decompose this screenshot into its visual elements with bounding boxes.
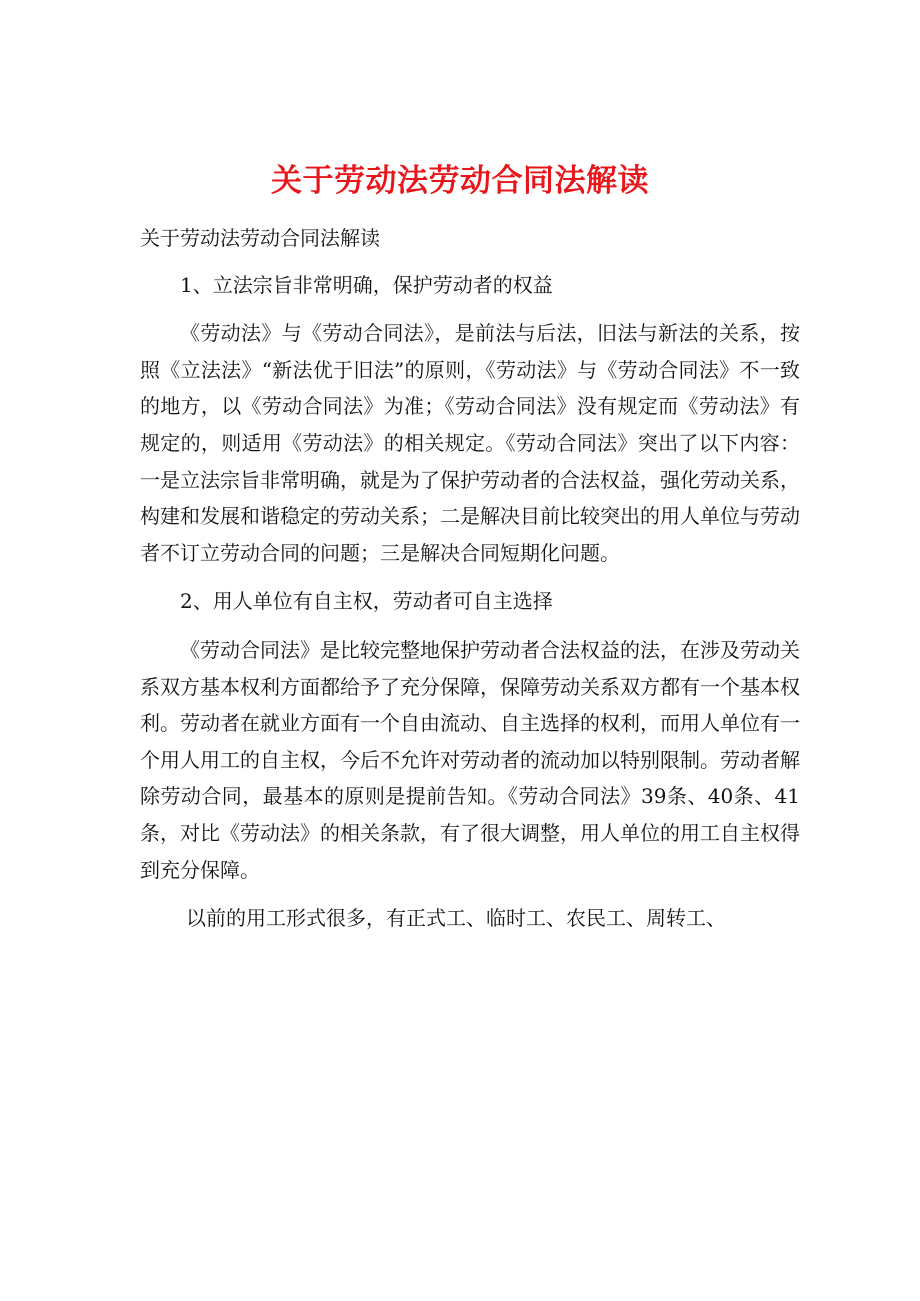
- section-1-paragraph-1: 《劳动法》与《劳动合同法》，是前法与后法，旧法与新法的关系，按照《立法法》“新法优于旧法”的原则，《劳动法》与《劳动合同法》不一致的地方，以《劳动合同法》为准；《劳动合同法》没有规定而《劳动法》有规定的，则适用《劳动法》的相关规定。《劳动合同法》突出了以下内容：一是立法宗旨非常明确，就是为了保护劳动者的合法权益，强化劳动关系，构建和发展和谐稳定的劳动关系；二是解决目前比较突出的用人单位与劳动者不订立劳动合同的问题；三是解决合同短期化问题。: [140, 321, 800, 565]
- document-title: 关于劳动法劳动合同法解读: [271, 163, 649, 199]
- section-heading-2: 2、用人单位有自主权，劳动者可自主选择: [180, 589, 553, 614]
- document-body: [140, 220, 800, 949]
- section-2-paragraph-2: 以前的用工形式很多，有正式工、临时工、农民工、周转工、: [186, 906, 726, 931]
- section-2-paragraph-1: 《劳动合同法》是比较完整地保护劳动者合法权益的法，在涉及劳动关系双方基本权利方面都给予了充分保障，保障劳动关系双方都有一个基本权利。劳动者在就业方面有一个自由流动、自主选择的权利，而用人单位有一个用人用工的自主权，今后不允许对劳动者的流动加以特别限制。劳动者解除劳动合同，最基本的原则是提前告知。《劳动合同法》39条、40条、41条，对比《劳动法》的相关条款，有了很大调整，用人单位的用工自主权得到充分保障。: [140, 637, 800, 882]
- document-subtitle: 关于劳动法劳动合同法解读: [140, 226, 380, 250]
- section-heading-1: 1、立法宗旨非常明确，保护劳动者的权益: [180, 272, 553, 297]
